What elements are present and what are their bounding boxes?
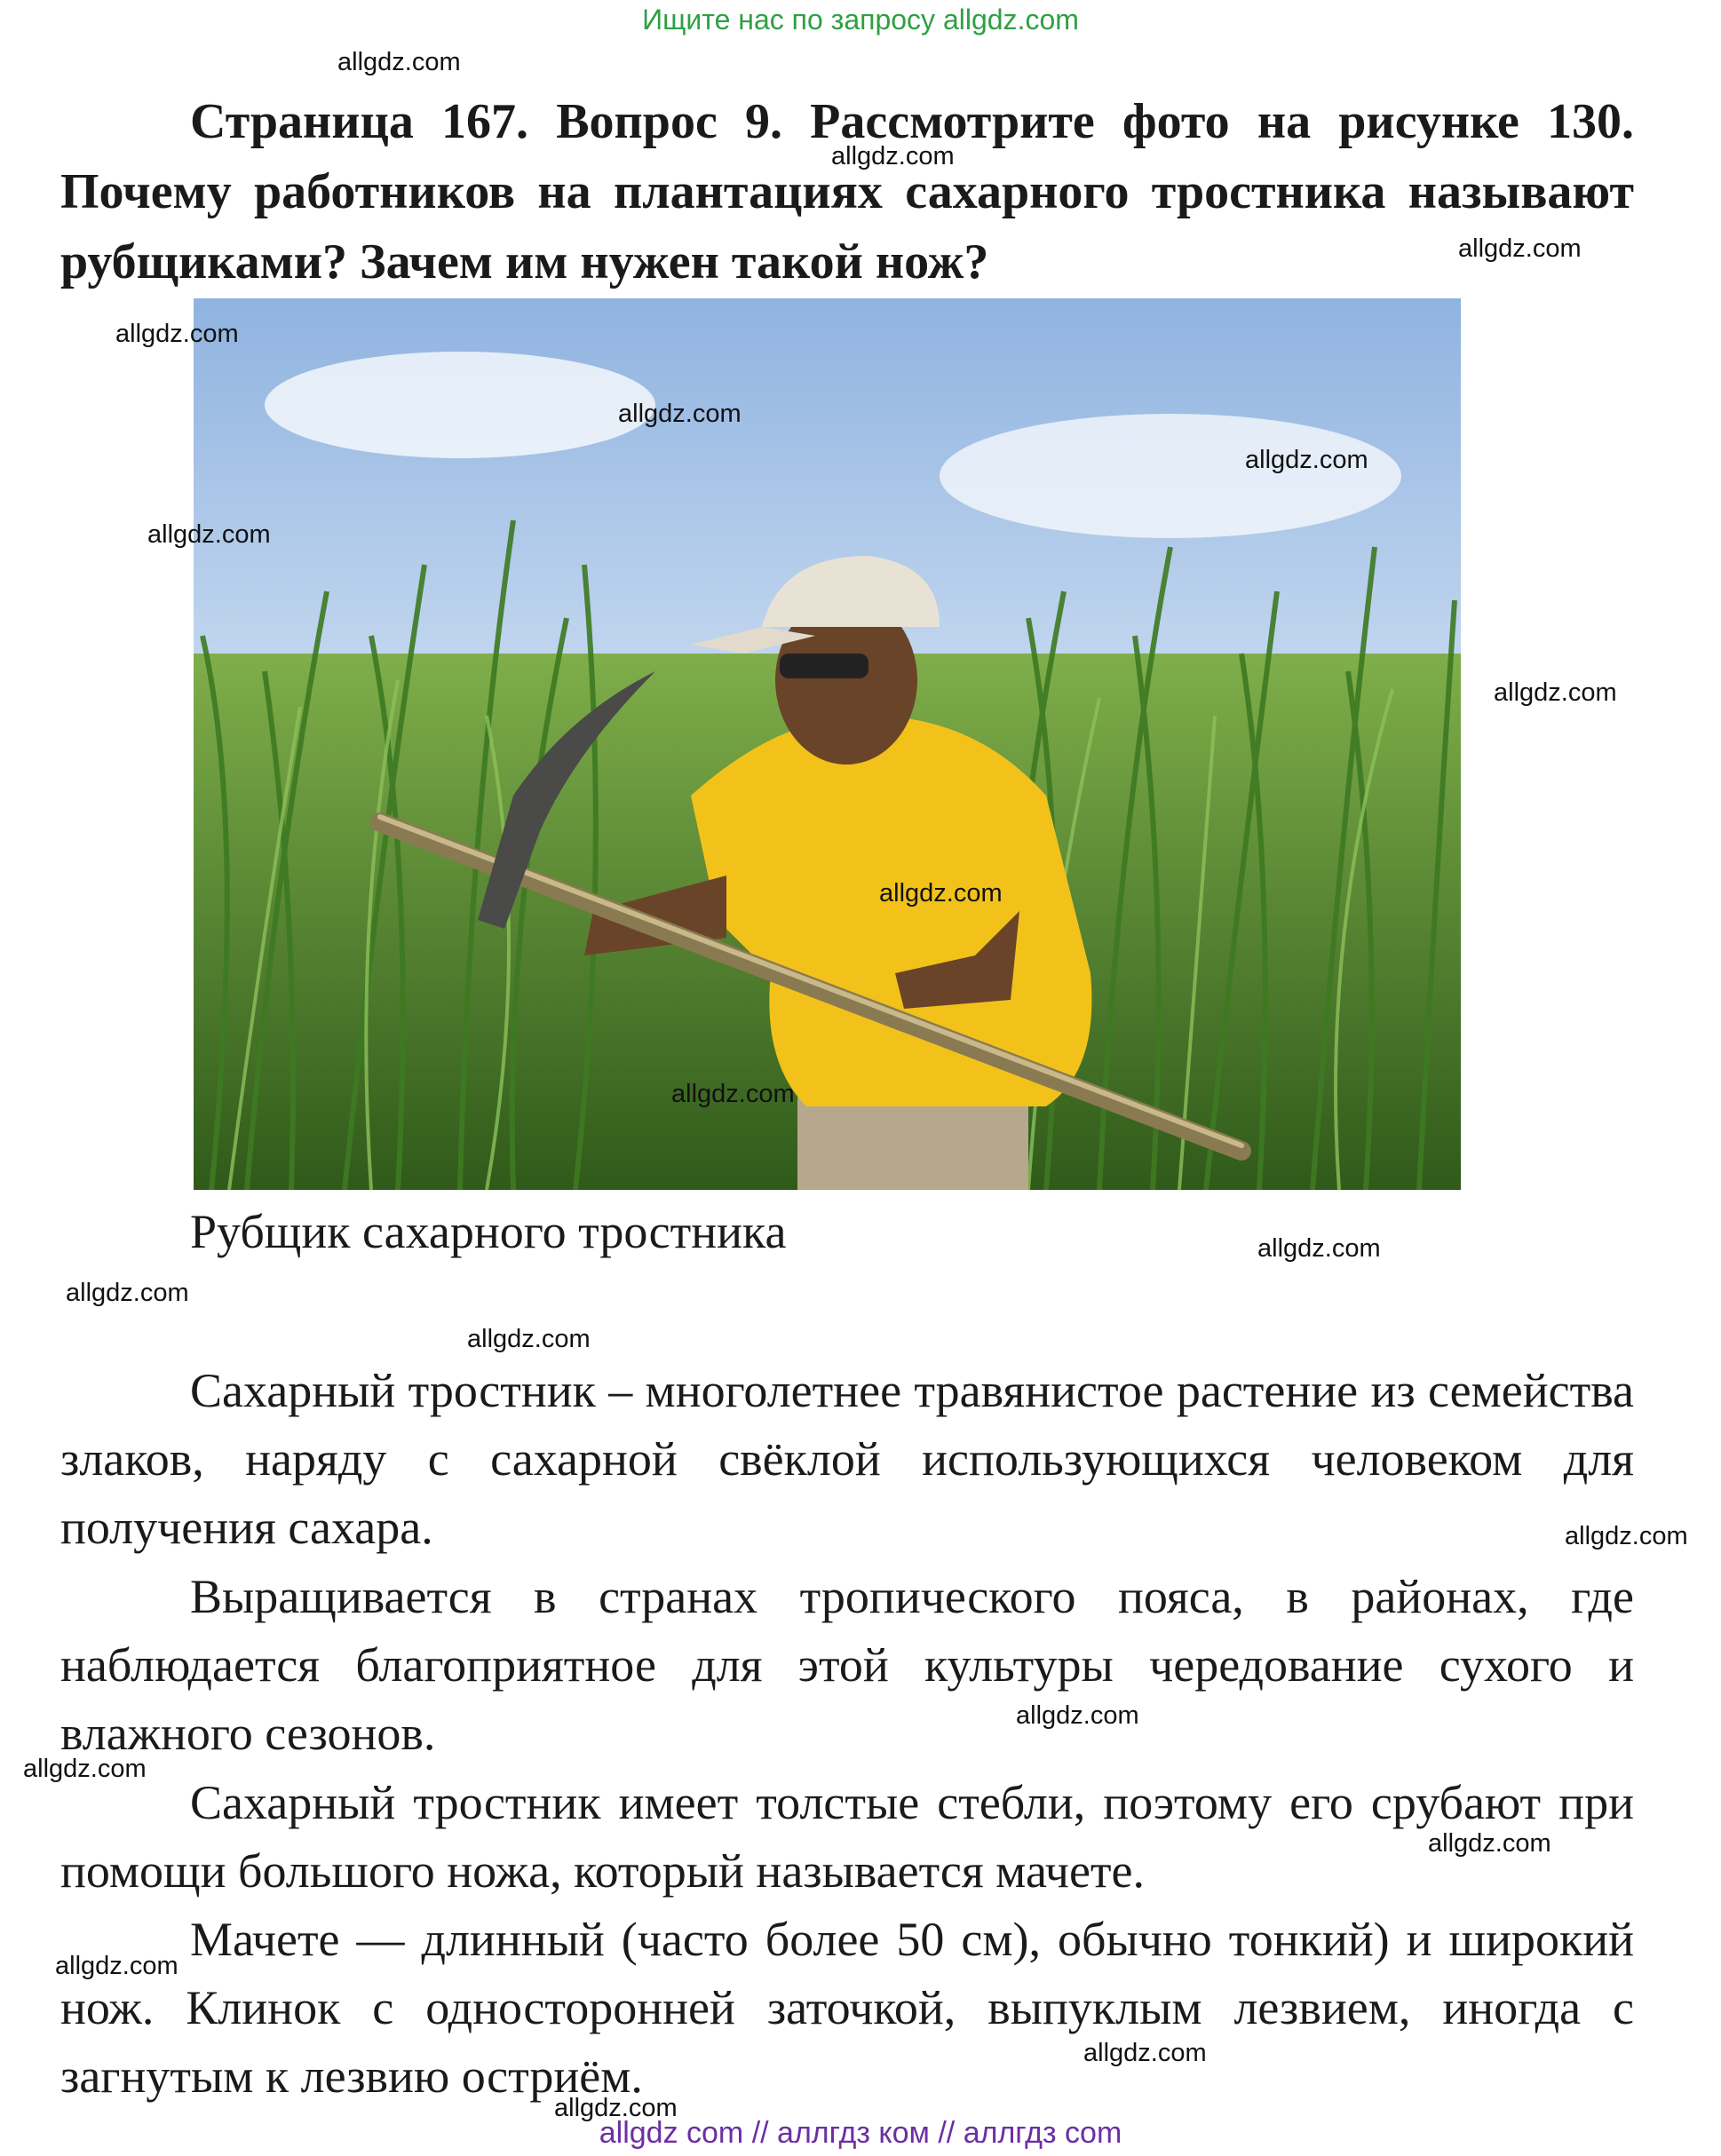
footer-links[interactable]: allgdz com // аллгдз ком // аллгдз com xyxy=(599,2116,1122,2150)
watermark: allgdz.com xyxy=(554,2094,678,2122)
paragraph-3 xyxy=(60,1769,1634,1906)
watermark: allgdz.com xyxy=(115,320,239,348)
watermark: allgdz.com xyxy=(671,1080,795,1108)
photo-caption: Рубщик сахарного тростника xyxy=(190,1205,787,1258)
watermark: allgdz.com xyxy=(147,520,271,549)
paragraph-1 xyxy=(60,1357,1634,1562)
top-banner[interactable]: Ищите нас по запросу allgdz.com xyxy=(642,4,1079,36)
question-heading-text: Страница 167. Вопрос 9. Рассмотрите фото на рисунке 130. Почему работников на плантациях сахарного тростника называют рубщиками? Зачем им нужен такой нож? xyxy=(60,94,1634,289)
paragraph-2 xyxy=(60,1563,1634,1768)
sunglasses xyxy=(780,654,868,678)
watermark: allgdz.com xyxy=(879,879,1003,908)
watermark: allgdz.com xyxy=(831,142,955,170)
watermark: allgdz.com xyxy=(1428,1829,1551,1858)
paragraph-text: Сахарный тростник – многолетнее травянистое растение из семейства злаков, наряду с сахарной свёклой использующихся человеком для получения сахара. xyxy=(60,1364,1634,1554)
paragraph-text: Выращивается в странах тропического пояса, в районах, где наблюдается благоприятное для этой культуры чередование сухого и влажного сезонов. xyxy=(60,1570,1634,1760)
watermark: allgdz.com xyxy=(1245,446,1368,474)
watermark: allgdz.com xyxy=(1458,234,1582,263)
watermark: allgdz.com xyxy=(1257,1234,1381,1263)
watermark: allgdz.com xyxy=(55,1952,178,1980)
trousers xyxy=(797,1098,1028,1190)
sugarcane-cutter-photo xyxy=(194,298,1461,1190)
photo-illustration xyxy=(194,298,1461,1190)
watermark: allgdz.com xyxy=(66,1279,189,1307)
watermark: allgdz.com xyxy=(1083,2039,1207,2067)
watermark: allgdz.com xyxy=(1494,678,1617,707)
paragraph-text: Сахарный тростник имеет толстые стебли, поэтому его срубают при помощи большого ножа, который называется мачете. xyxy=(60,1776,1634,1898)
paragraph-text: Мачете — длинный (часто более 50 см), обычно тонкий) и широкий нож. Клинок с односторонней заточкой, выпуклым лезвием, иногда с загнутым к лезвию остриём. xyxy=(60,1913,1634,2103)
question-heading xyxy=(60,87,1634,297)
watermark: allgdz.com xyxy=(467,1325,591,1353)
cloud xyxy=(940,414,1401,538)
watermark: allgdz.com xyxy=(337,48,461,76)
cloud xyxy=(265,352,655,458)
watermark: allgdz.com xyxy=(23,1755,147,1783)
watermark: allgdz.com xyxy=(618,400,742,428)
paragraph-4 xyxy=(60,1906,1634,2111)
watermark: allgdz.com xyxy=(1016,1701,1139,1730)
watermark: allgdz.com xyxy=(1565,1522,1688,1550)
